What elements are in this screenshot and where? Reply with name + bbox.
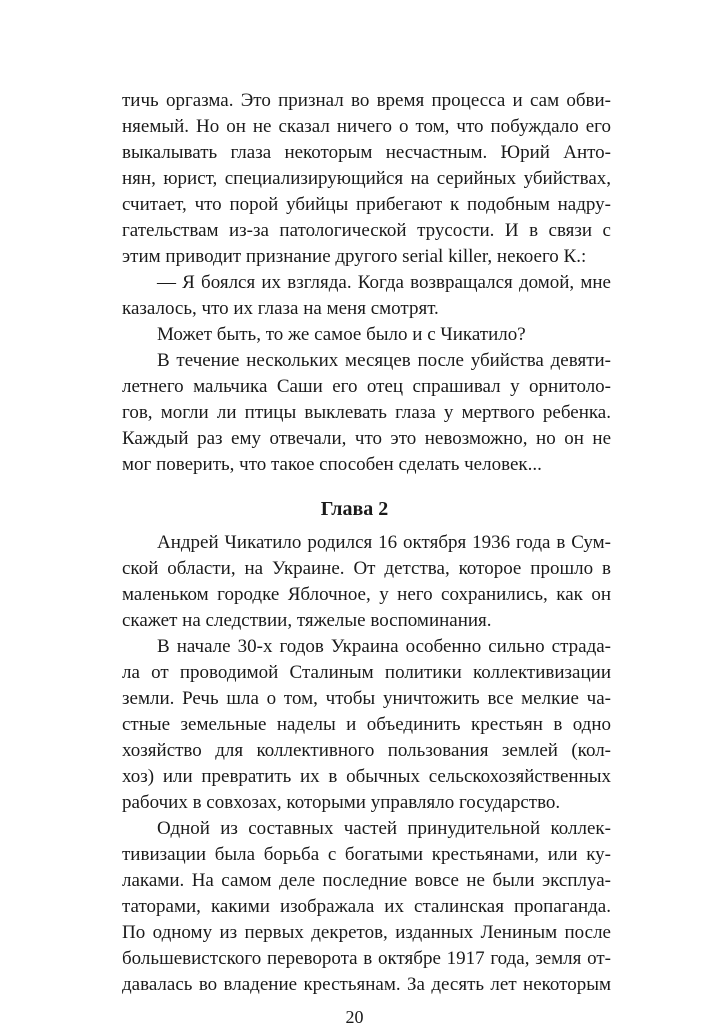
- text-line: земли. Речь шла о том, чтобы уничтожить все мелкие ча-: [122, 688, 611, 709]
- text-line: Может быть, то же самое было и с Чикатило?: [157, 324, 526, 345]
- text-line: стные земельные наделы и объединить крестьян в одно: [122, 714, 611, 735]
- text-line: мог поверить, что такое способен сделать человек...: [122, 454, 542, 475]
- text-line: По одному из первых декретов, изданных Лениным после: [122, 922, 611, 943]
- text-line: маленьком городке Яблочное, у него сохранились, как он: [122, 584, 611, 605]
- text-line: рабочих в совхозах, которыми управляло государство.: [122, 792, 561, 813]
- text-line: ла от проводимой Сталиным политики коллективизации: [122, 662, 611, 683]
- text-line: ской области, на Украине. От детства, которое прошло в: [122, 558, 611, 579]
- text-line: гательствам из-за патологической трусости. И в связи с: [122, 220, 611, 241]
- text-line: летнего мальчика Саши его отец спрашивал у орнитоло-: [122, 376, 611, 397]
- text-line: гов, могли ли птицы выклевать глаза у мертвого ребенка.: [122, 402, 611, 423]
- text-line: скажет на следствии, тяжелые воспоминания.: [122, 610, 492, 631]
- text-line: лаками. На самом деле последние вовсе не были эксплуа-: [122, 870, 611, 891]
- text-line: таторами, какими изображала их сталинская пропаганда.: [122, 896, 611, 917]
- text-line: казалось, что их глаза на меня смотрят.: [122, 298, 439, 319]
- text-line: Одной из составных частей принудительной коллек-: [157, 818, 611, 839]
- text-line: В течение нескольких месяцев после убийства девяти-: [157, 350, 611, 371]
- text-line: хозяйство для коллективного пользования землей (кол-: [122, 740, 611, 761]
- text-line: этим приводит признание другого serial killer, некоего К.:: [122, 246, 587, 267]
- text-line: выкалывать глаза некоторым несчастным. Юрий Анто-: [122, 142, 611, 163]
- text-line: В начале 30-х годов Украина особенно сильно страда-: [157, 636, 611, 657]
- text-line: давалась во владение крестьянам. За десять лет некоторым: [122, 974, 611, 995]
- text-line: Андрей Чикатило родился 16 октября 1936 года в Сум-: [157, 532, 611, 553]
- text-line: считает, что порой убийцы прибегают к подобным надру-: [122, 194, 611, 215]
- text-line: хоз) или превратить их в обычных сельскохозяйственных: [122, 766, 611, 787]
- chapter-heading: Глава 2: [320, 498, 389, 520]
- text-line: Каждый раз ему отвечали, что это невозможно, но он не: [122, 428, 611, 449]
- text-line: нян, юрист, специализирующийся на серийных убийствах,: [122, 168, 611, 189]
- text-line: тивизации была борьба с богатыми крестьянами, или ку-: [122, 844, 611, 865]
- text-line: — Я боялся их взгляда. Когда возвращался домой, мне: [157, 272, 611, 293]
- text-line: тичь оргазма. Это признал во время процесса и сам обви-: [122, 90, 611, 111]
- page-number: 20: [345, 1007, 364, 1027]
- text-line: большевистского переворота в октябре 1917 года, земля от-: [122, 948, 611, 969]
- text-line: няемый. Но он не сказал ничего о том, что побуждало его: [122, 116, 611, 137]
